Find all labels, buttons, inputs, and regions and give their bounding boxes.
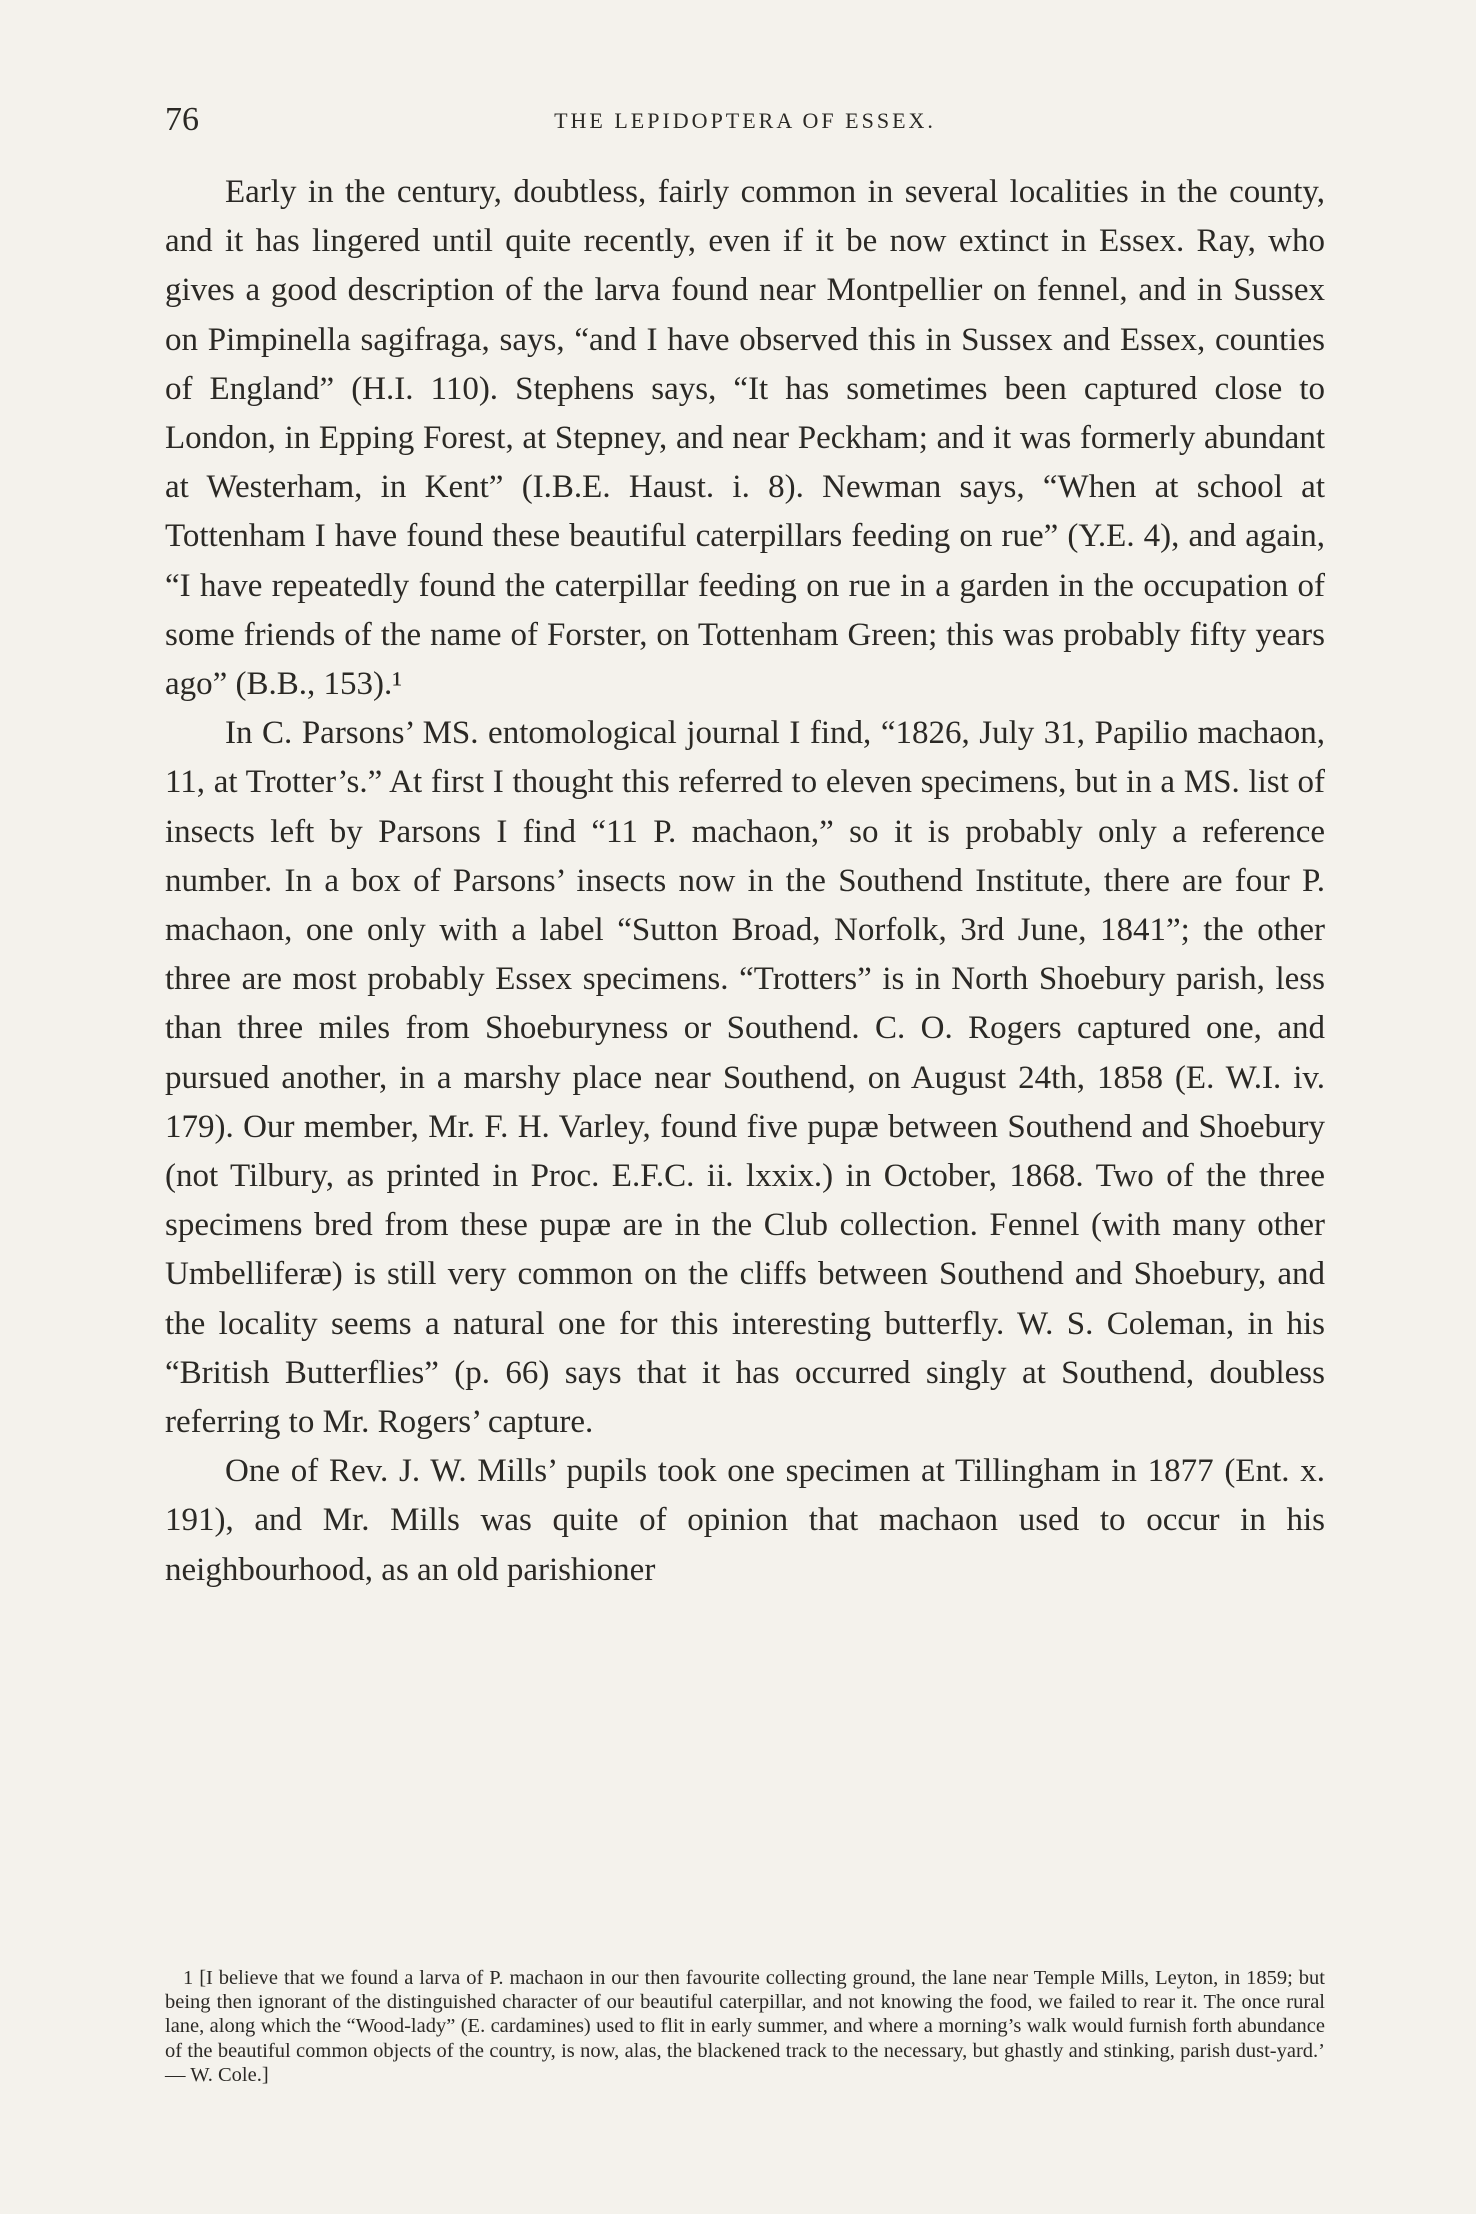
paragraph-2: In C. Parsons’ MS. entomological journal I find, “1826, July 31, Papilio machaon, 11, at Trotter’s.” At first I thought this referred to eleven specimens, but in a MS. list of insects left by Parsons I find “11 P. machaon,” so it is probably only a reference number. In a box of Parsons’ insects now in the Southend Institute, there are four P. machaon, one only with a label “Sutton Broad, Norfolk, 3rd June, 1841”; the other three are most probably Essex specimens. “Trotters” is in North Shoebury parish, less than three miles from Shoeburyness or Southend. C. O. Rogers captured one, and pursued another, in a marshy place near Southend, on August 24th, 1858 (E. W.I. iv. 179). Our member, Mr. F. H. Varley, found five pupæ between Southend and Shoebury (not Tilbury, as printed in Proc. E.F.C. ii. lxxix.) in October, 1868. Two of the three specimens bred from these pupæ are in the Club collection. Fennel (with many other Umbelliferæ) is still very common on the cliffs between Southend and Shoebury, and the locality seems a natural one for this interesting butterfly. W. S. Coleman, in his “British Butterflies” (p. 66) says that it has occurred singly at Southend, doubless referring to Mr. Rogers’ capture. — [165, 715, 1325, 1441]
running-title: THE LEPIDOPTERA OF ESSEX. — [554, 108, 936, 133]
body-text — [165, 168, 1325, 1595]
page-number: 76 — [165, 101, 199, 138]
footnote: 1 [I believe that we found a larva of P. machaon in our then favourite collecting ground, the lane near Temple Mills, Leyton, in 1859; but being then ignorant of the distinguished character of our beautiful caterpillar, and not knowing the food, we failed to rear it. The once rural lane, along which the “Wood-lady” (E. cardamines) used to flit in early summer, and where a morning’s walk would furnish forth abundance of the beautiful common objects of the country, is now, alas, the blackened track to the necessary, but ghastly and stinking, parish dust-yard.’ — W. Cole.] — [165, 1967, 1325, 2086]
running-head — [165, 100, 1325, 140]
paragraph-3: One of Rev. J. W. Mills’ pupils took one specimen at Tillingham in 1877 (Ent. x. 191), and Mr. Mills was quite of opinion that machaon used to occur in his neighbourhood, as an old parishioner — [165, 1453, 1325, 1588]
paragraph-1: Early in the century, doubtless, fairly common in several localities in the county, and it has lingered until quite recently, even if it be now extinct in Essex. Ray, who gives a good description of the larva found near Montpellier on fennel, and in Sussex on Pimpinella sagifraga, says, “and I have observed this in Sussex and Essex, counties of England” (H.I. 110). Stephens says, “It has sometimes been captured close to London, in Epping Forest, at Stepney, and near Peckham; and it was formerly abundant at Westerham, in Kent” (I.B.E. Haust. i. 8). Newman says, “When at school at Tottenham I have found these beautiful caterpillars feeding on rue” (Y.E. 4), and again, “I have repeatedly found the caterpillar feeding on rue in a garden in the occupation of some friends of the name of Forster, on Tottenham Green; this was probably fifty years ago” (B.B., 153).¹ — [165, 174, 1325, 703]
